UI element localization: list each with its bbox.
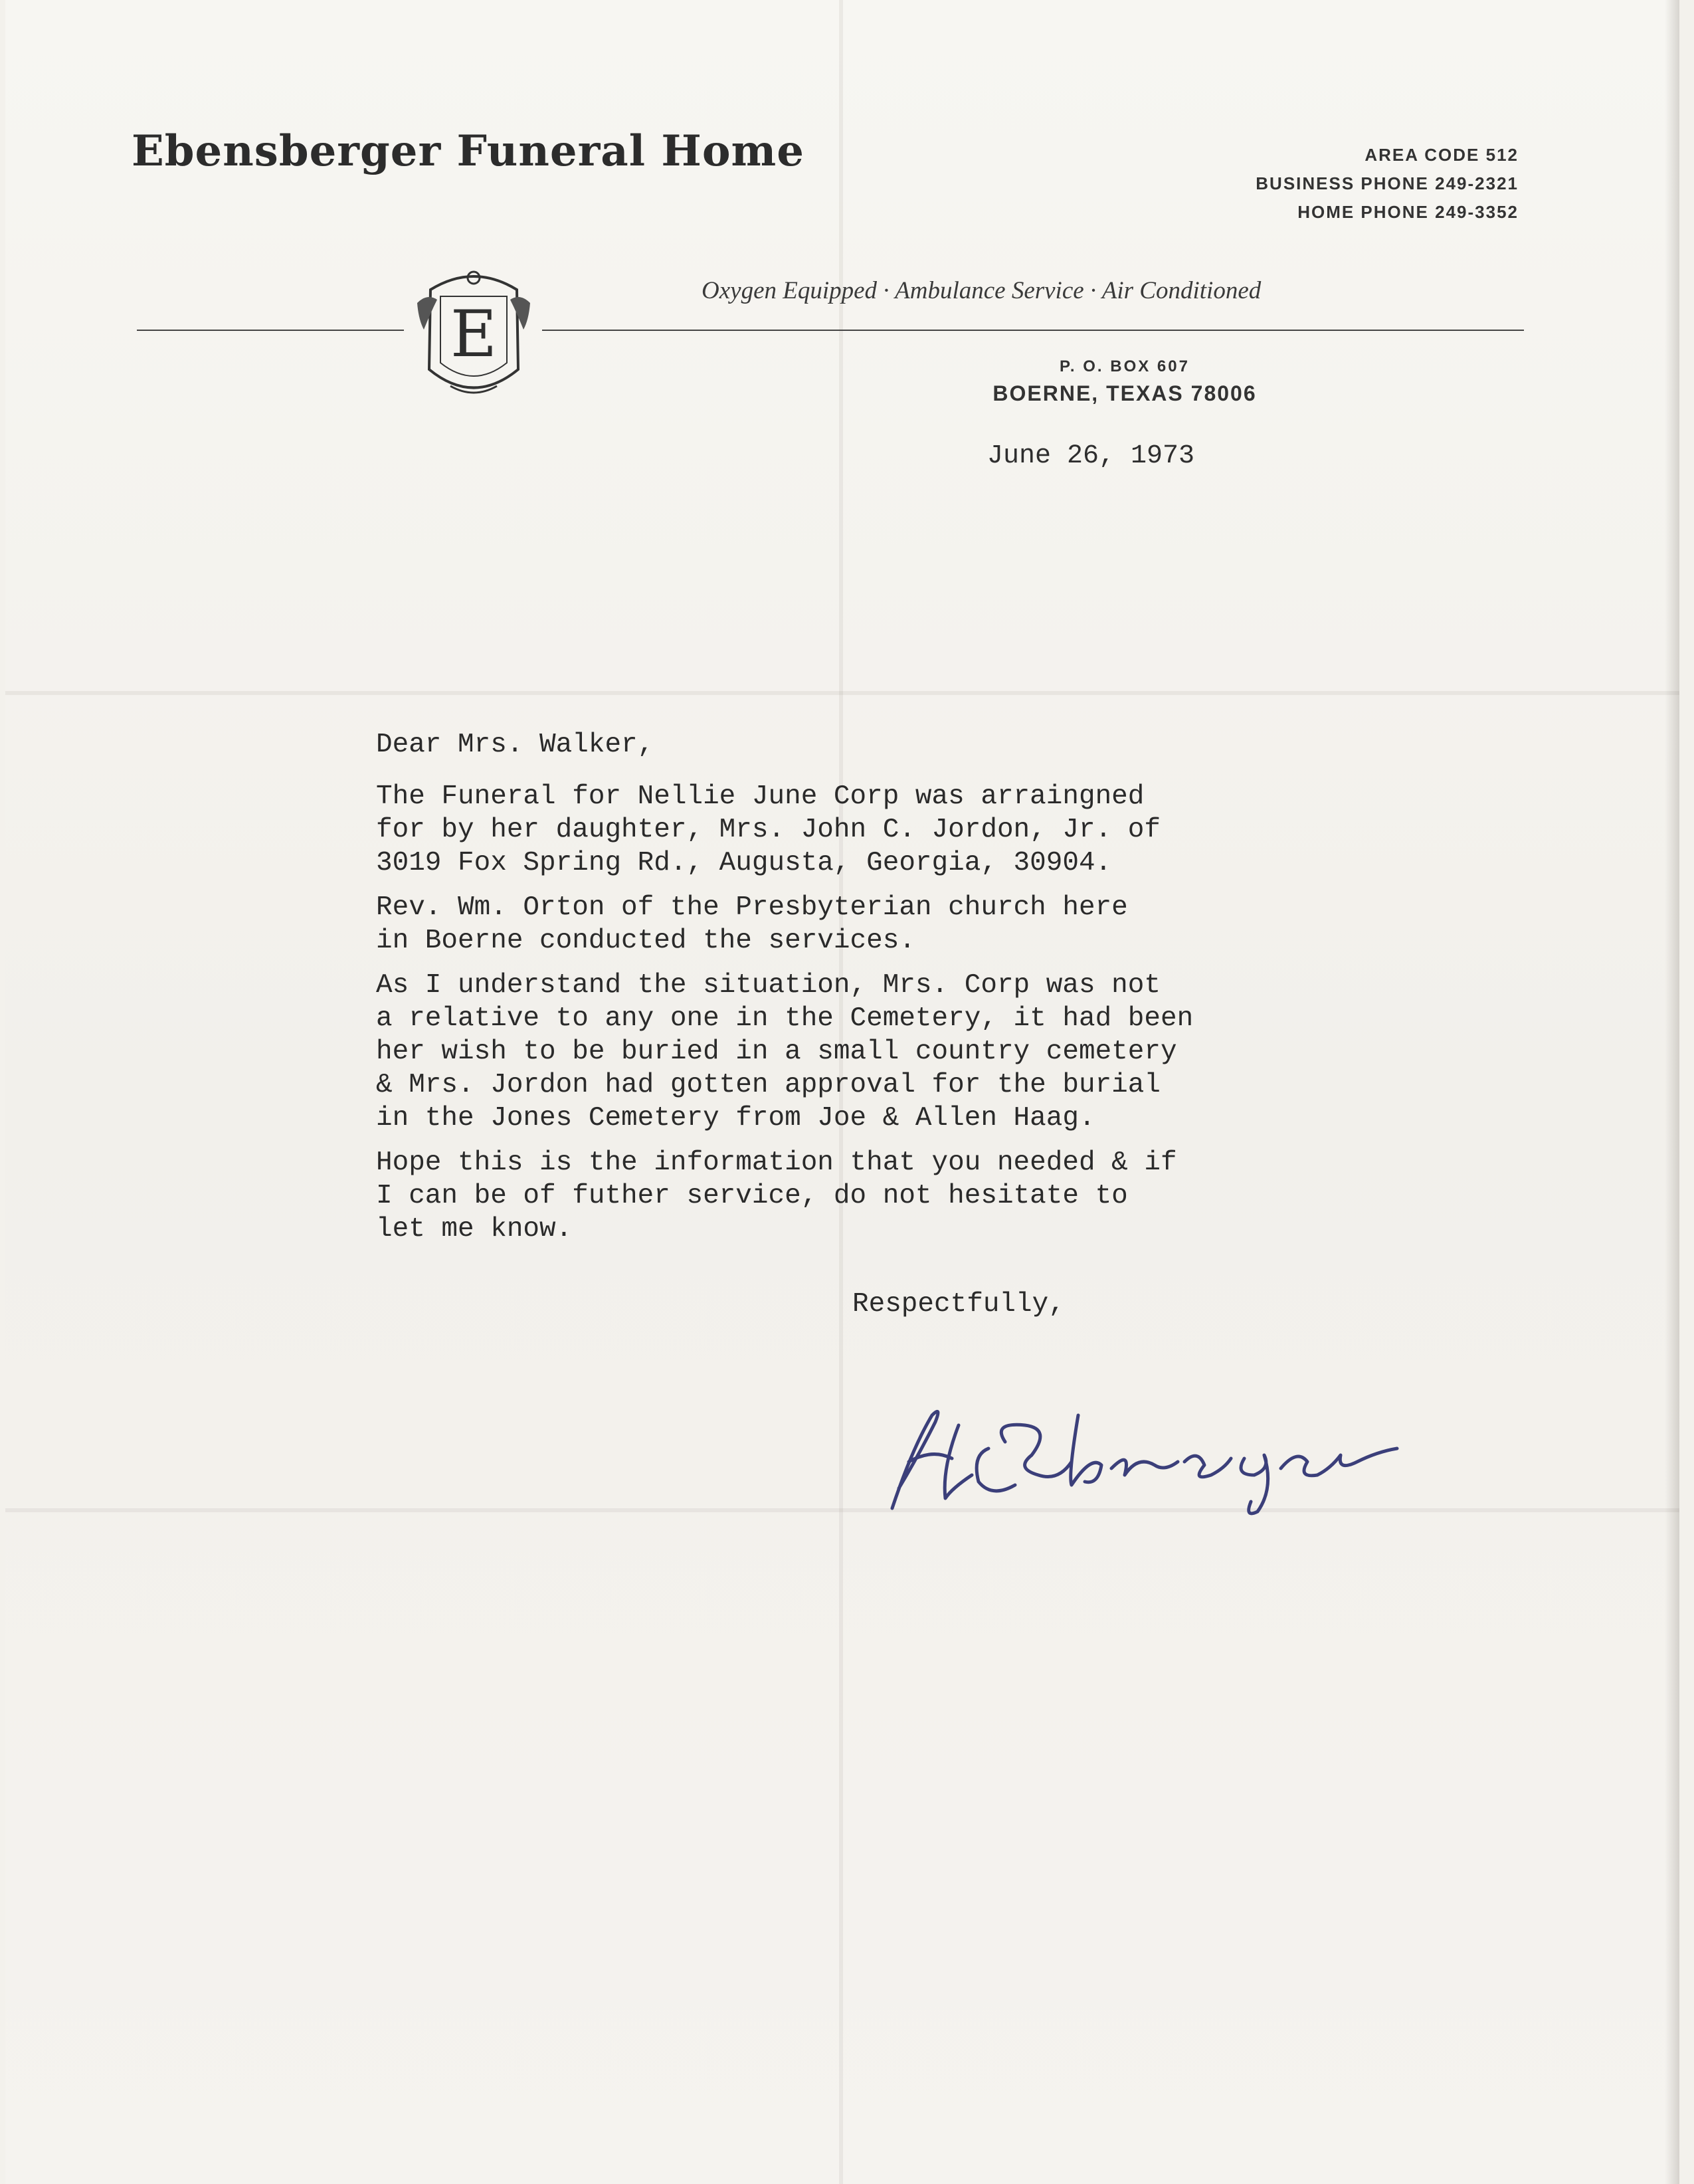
mailing-address: [965, 355, 1284, 408]
business-phone: BUSINESS PHONE 249-2321: [1256, 173, 1519, 193]
text-line: for by her daughter, Mrs. John C. Jordon, Jr. of: [376, 815, 1161, 845]
text-line: 3019 Fox Spring Rd., Augusta, Georgia, 30904.: [376, 848, 1112, 878]
text-line: in the Jones Cemetery from Joe & Allen Haag.: [376, 1103, 1095, 1134]
letter-body: [376, 728, 1193, 1257]
paragraph-services: [376, 891, 1193, 957]
text-line: I can be of futher service, do not hesitate to: [376, 1181, 1128, 1211]
text-line: her wish to be buried in a small country cemetery: [376, 1037, 1177, 1067]
salutation: Dear Mrs. Walker,: [376, 730, 654, 760]
paragraph-arrangements: [376, 780, 1193, 880]
area-code: AREA CODE 512: [1365, 145, 1519, 165]
signature-icon: [872, 1375, 1437, 1535]
signature: [872, 1375, 1437, 1535]
services-tagline: Oxygen Equipped · Ambulance Service · Air Conditioned: [702, 277, 1262, 304]
text-line: Hope this is the information that you needed & if: [376, 1147, 1177, 1178]
home-phone: HOME PHONE 249-3352: [1297, 202, 1519, 222]
city-state-zip: BOERNE, TEXAS 78006: [992, 381, 1257, 405]
paragraph-closing: [376, 1146, 1193, 1246]
text-line: in Boerne conducted the services.: [376, 926, 915, 956]
crest-logo: [404, 263, 543, 409]
letter-page: [5, 0, 1679, 2184]
text-line: Rev. Wm. Orton of the Presbyterian church here: [376, 892, 1128, 923]
letterhead-rule: [137, 330, 404, 331]
letterhead-rule: [542, 330, 1524, 331]
complimentary-close: Respectfully,: [852, 1289, 1065, 1320]
text-line: let me know.: [376, 1214, 573, 1244]
po-box: P. O. BOX 607: [1060, 357, 1190, 375]
paragraph-situation: [376, 969, 1193, 1135]
letter-date: June 26, 1973: [987, 441, 1195, 471]
text-line: As I understand the situation, Mrs. Corp was not: [376, 970, 1161, 1001]
crest-letter: E: [450, 297, 498, 371]
text-line: a relative to any one in the Cemetery, it had been: [376, 1003, 1194, 1034]
text-line: & Mrs. Jordon had gotten approval for the burial: [376, 1070, 1161, 1100]
phone-block: [1256, 141, 1519, 227]
text-line: The Funeral for Nellie June Corp was arraingned: [376, 781, 1145, 812]
firm-name: Ebensberger Funeral Home: [132, 126, 804, 176]
